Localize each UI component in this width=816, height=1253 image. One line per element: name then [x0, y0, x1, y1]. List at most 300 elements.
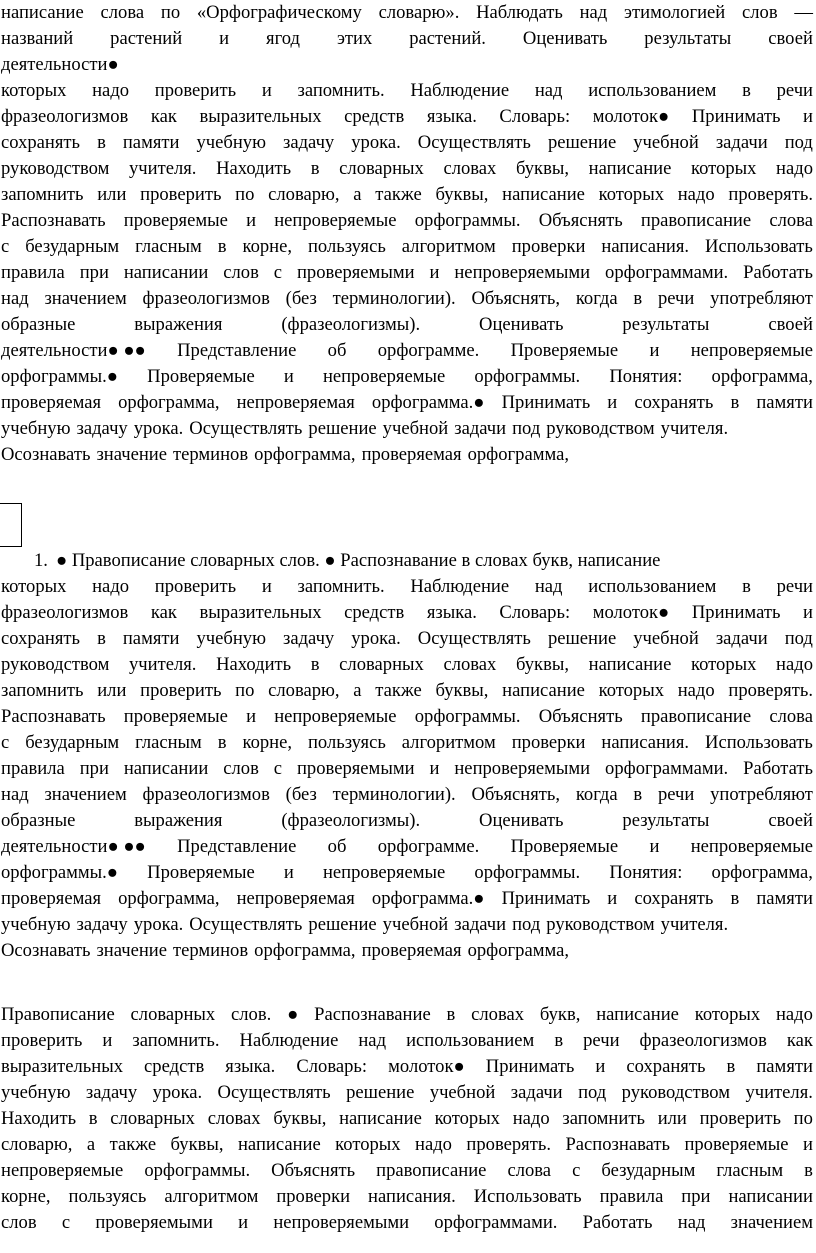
word: орфограммы. — [414, 706, 521, 727]
word: учебной — [633, 132, 699, 153]
word: надо — [512, 1108, 550, 1129]
word: написание — [1, 2, 84, 23]
word: орфограмма, — [254, 444, 356, 465]
word: и — [261, 80, 272, 101]
word: гласным — [135, 732, 202, 753]
word: буквы, — [435, 680, 489, 701]
text-line — [1, 678, 813, 704]
word: проверки — [511, 732, 586, 753]
word: когда — [575, 288, 618, 309]
text-line — [1, 704, 813, 730]
word: написании — [728, 1186, 813, 1207]
word: — — [794, 2, 813, 23]
word: написание — [502, 680, 585, 701]
word: фразеологизмов — [142, 784, 270, 805]
word: Словарь: — [499, 602, 571, 623]
word: растений. — [409, 28, 486, 49]
word: надо — [92, 80, 130, 101]
word: Распознавать — [565, 1134, 670, 1155]
word: и — [238, 1212, 249, 1233]
word: непроверяемые — [690, 340, 813, 361]
word: непроверяемые — [1, 1160, 124, 1181]
word: Находить — [216, 158, 292, 179]
word: памяти — [756, 392, 813, 413]
list-item-1 — [1, 548, 813, 574]
word: Понятия: — [609, 862, 683, 883]
text-line — [1, 912, 813, 938]
word: этимологией — [624, 2, 726, 23]
word: образные — [1, 810, 76, 831]
word: словарных — [130, 1004, 216, 1025]
word: задачи — [715, 132, 768, 153]
word: гласным — [716, 1160, 784, 1181]
text-line — [1, 756, 813, 782]
word: как — [786, 1030, 813, 1051]
word: орфограмма.● — [371, 392, 485, 413]
word: которых — [598, 184, 665, 205]
word: сохранять — [634, 392, 714, 413]
word: корне, — [242, 732, 293, 753]
word: Оценивать — [479, 314, 564, 335]
numbered-list — [1, 548, 813, 574]
word: учебную — [1, 1082, 71, 1103]
word: учителя. — [128, 654, 197, 675]
word: словарю, — [268, 184, 340, 205]
word: Использовать — [473, 1186, 582, 1207]
word: безударным — [25, 732, 120, 753]
word: своей — [768, 28, 813, 49]
paragraph-3 — [1, 1002, 813, 1236]
word: написании — [123, 262, 209, 283]
word: надо — [776, 158, 813, 179]
word: под — [578, 1082, 607, 1103]
word: Оценивать — [522, 28, 608, 49]
word: руководством — [1, 158, 110, 179]
word: растений — [110, 28, 183, 49]
word: речи — [657, 784, 695, 805]
text-line — [1, 652, 813, 678]
word: также — [109, 1134, 157, 1155]
paragraph-2 — [1, 574, 813, 964]
word: под — [784, 628, 813, 649]
word: и — [102, 1030, 113, 1051]
text-line — [1, 1002, 813, 1028]
word: Использовать — [705, 236, 813, 257]
word: учебной — [382, 418, 449, 439]
word: учебную — [196, 628, 266, 649]
word: словах — [471, 1004, 525, 1025]
word: проверить — [699, 1108, 781, 1129]
word: памяти — [122, 132, 180, 153]
word: в — [310, 654, 320, 675]
text-line — [1, 182, 813, 208]
word: написании — [123, 758, 209, 779]
text-line — [1, 808, 813, 834]
word: словарю, — [268, 680, 340, 701]
word: руководством — [621, 1082, 731, 1103]
word: Работать — [743, 262, 813, 283]
word: сохранять — [1, 132, 81, 153]
word: в — [633, 784, 643, 805]
word: написание — [596, 1004, 679, 1025]
word: орфограмма, — [711, 862, 813, 883]
word: написание — [237, 1134, 321, 1155]
word: непроверяемая — [236, 392, 355, 413]
word: значение — [96, 444, 167, 465]
word: Объяснять — [271, 1160, 356, 1181]
word: над — [677, 1212, 706, 1233]
word: орфограмма, — [254, 940, 356, 961]
word: орфограммы. — [474, 862, 581, 883]
word: Находить — [216, 654, 292, 675]
word: запомнить. — [297, 576, 385, 597]
word: как — [150, 602, 177, 623]
word: учителя. — [745, 1082, 813, 1103]
word: учебную — [196, 132, 266, 153]
word: орфограмма, — [118, 888, 220, 909]
word: проверяемая — [361, 940, 462, 961]
word: орфограмме. — [377, 340, 480, 361]
word: которых — [434, 1108, 500, 1129]
word: словарных — [110, 1108, 195, 1129]
word: буквы, — [170, 1134, 224, 1155]
word: запомнить — [1, 680, 84, 701]
word: (без — [285, 784, 317, 805]
text-line — [1, 312, 813, 338]
word: надо — [92, 576, 130, 597]
word: значением — [730, 1212, 813, 1233]
word: проверять. — [728, 184, 813, 205]
word: урока. — [133, 418, 184, 439]
text-line — [1, 1210, 813, 1236]
word: слова — [769, 706, 813, 727]
word: молоток● — [592, 602, 670, 623]
word: решение — [346, 1082, 415, 1103]
word: использованием — [406, 1030, 535, 1051]
word: задачи — [510, 1082, 563, 1103]
word: средств — [344, 602, 405, 623]
word: учебной — [429, 1082, 496, 1103]
word: Осуществлять — [189, 418, 303, 439]
word: и — [246, 210, 257, 231]
word: решение — [308, 418, 377, 439]
word: речи — [776, 576, 813, 597]
word: надо — [775, 1004, 813, 1025]
word: орфограммами. — [605, 262, 729, 283]
word: надо — [677, 184, 715, 205]
word: словарных — [339, 654, 424, 675]
word: выражения — [134, 810, 223, 831]
word: в — [310, 158, 320, 179]
text-line — [1, 52, 813, 78]
word: решение — [308, 914, 377, 935]
word: слов — [223, 758, 259, 779]
text-line — [1, 338, 813, 364]
word: пользуясь — [307, 732, 386, 753]
word: сохранять — [634, 888, 714, 909]
word: в — [633, 288, 643, 309]
word: слов — [742, 2, 778, 23]
word: орфограмма, — [118, 392, 220, 413]
word: решение — [547, 132, 617, 153]
word: и — [429, 758, 440, 779]
word: надо — [677, 680, 715, 701]
word: памяти — [756, 888, 813, 909]
text-line — [1, 286, 813, 312]
word: с — [1, 732, 10, 753]
word: сохранять — [1, 628, 81, 649]
word: словах — [207, 1108, 261, 1129]
word: когда — [575, 784, 618, 805]
word: правила — [1, 262, 65, 283]
word: с — [61, 1212, 71, 1233]
text-line — [1, 730, 813, 756]
word: Осознавать — [1, 940, 91, 961]
word: Объяснять, — [471, 288, 561, 309]
word: языка. — [426, 106, 477, 127]
word: в — [730, 888, 740, 909]
word: выразительных — [1, 1056, 123, 1077]
word: запомнить — [1, 184, 84, 205]
text-line — [1, 260, 813, 286]
word: Распознавать — [1, 706, 106, 727]
word: или — [97, 680, 127, 701]
word: алгоритмом — [401, 236, 496, 257]
word: также — [375, 680, 422, 701]
word: также — [375, 184, 422, 205]
word: учителя. — [660, 418, 729, 439]
word: выражения — [134, 314, 223, 335]
word: правописание — [640, 210, 752, 231]
word: и — [607, 392, 618, 413]
word: непроверяемые — [322, 366, 446, 387]
word: терминов — [173, 444, 249, 465]
word: проверять. — [728, 680, 813, 701]
word: Наблюдение — [410, 80, 510, 101]
word: орфограммами. — [605, 758, 729, 779]
word: букв, — [539, 1004, 581, 1025]
word: пользуясь — [307, 236, 386, 257]
word: которых — [691, 654, 757, 675]
word: гласным — [135, 236, 202, 257]
word: непроверяемые — [274, 210, 397, 231]
word: и — [219, 28, 230, 49]
word: этих — [336, 28, 373, 49]
text-line — [1, 626, 813, 652]
text-line — [1, 1054, 813, 1080]
word: речи — [776, 80, 813, 101]
word: слова — [100, 2, 145, 23]
word: в — [97, 132, 106, 153]
word: правописание — [376, 1160, 487, 1181]
word: «Орфографическому — [196, 2, 362, 23]
text-line — [1, 130, 813, 156]
word: сохранять — [626, 1056, 706, 1077]
word: проверки — [276, 1186, 351, 1207]
word: молоток● — [592, 106, 670, 127]
word: и — [803, 602, 813, 623]
word: пользуясь — [68, 1186, 147, 1207]
word: непроверяемые — [690, 836, 813, 857]
word: проверки — [511, 236, 586, 257]
word: над — [1, 784, 29, 805]
word: проверяемыми — [95, 1212, 213, 1233]
word: написания. — [601, 732, 690, 753]
word: в — [742, 80, 751, 101]
word: и — [246, 706, 257, 727]
word: и — [429, 262, 440, 283]
word: алгоритмом — [164, 1186, 259, 1207]
word: над — [1, 288, 29, 309]
word: в — [730, 392, 740, 413]
word: непроверяемыми — [454, 262, 591, 283]
word: задачи — [454, 914, 507, 935]
word: словарных — [339, 158, 424, 179]
text-line — [1, 574, 813, 600]
word: и — [803, 106, 813, 127]
word: речи — [657, 288, 695, 309]
word: Осуществлять — [417, 628, 531, 649]
word: Словарь: — [499, 106, 571, 127]
word: при — [681, 1186, 711, 1207]
word: и — [649, 836, 660, 857]
word: с — [572, 1160, 581, 1181]
word: слова — [507, 1160, 552, 1181]
word: в — [804, 1160, 813, 1181]
word: надо — [415, 1134, 452, 1155]
word: Объяснять — [538, 210, 623, 231]
word: Оценивать — [479, 810, 564, 831]
word: по — [235, 680, 255, 701]
text-line — [1, 1184, 813, 1210]
word: буквы, — [273, 1108, 327, 1129]
word: безударным — [601, 1160, 696, 1181]
word: об — [327, 836, 347, 857]
word: выразительных — [199, 602, 322, 623]
word: задачу — [283, 132, 335, 153]
word: проверяемыми — [296, 758, 415, 779]
word: задачи — [715, 628, 768, 649]
word: ягод — [266, 28, 300, 49]
word: словах — [443, 654, 497, 675]
word: в — [446, 1004, 456, 1025]
word: (фразеологизмы). — [281, 314, 421, 335]
word: задачу — [76, 418, 128, 439]
word: которых — [691, 158, 757, 179]
word: под — [512, 418, 541, 439]
word: результаты — [622, 810, 710, 831]
word: непроверяемые — [322, 862, 446, 883]
word: Принимать — [501, 888, 591, 909]
word: проверяемая — [1, 888, 102, 909]
word: орфограмма.● — [371, 888, 485, 909]
text-line — [1, 1158, 813, 1184]
text-line — [1, 26, 813, 52]
word: словарю». — [378, 2, 460, 23]
word: над — [579, 2, 608, 23]
word: средств — [344, 106, 405, 127]
text-line — [1, 886, 813, 912]
word: и — [607, 888, 618, 909]
word: написания. — [601, 236, 690, 257]
word: запомнить. — [297, 80, 385, 101]
text-line — [1, 78, 813, 104]
word: результаты — [644, 28, 732, 49]
text-line — [1, 860, 813, 886]
word: над — [534, 576, 563, 597]
word: написание — [502, 184, 585, 205]
word: употребляют — [710, 288, 813, 309]
word: словах — [443, 158, 497, 179]
word: по — [160, 2, 181, 23]
word: Словарь: — [296, 1056, 368, 1077]
word: языка. — [426, 602, 477, 623]
word: образные — [1, 314, 76, 335]
text-line — [1, 1106, 813, 1132]
text-line — [1, 0, 813, 26]
word: урока. — [152, 1082, 203, 1103]
word: алгоритмом — [401, 732, 496, 753]
list-item-text: ● Правописание словарных слов. ● Распознавание в словах букв, написание — [55, 550, 661, 571]
word: средств — [144, 1056, 205, 1077]
word: Принимать — [691, 106, 781, 127]
word: которых — [1, 80, 67, 101]
word: в — [88, 1108, 98, 1129]
word: орфограмма, — [467, 444, 569, 465]
word: учителя. — [128, 158, 197, 179]
word: Использовать — [705, 732, 813, 753]
word: Принимать — [485, 1056, 575, 1077]
word: в — [217, 236, 227, 257]
word: ● — [287, 1004, 299, 1025]
text-line — [1, 234, 813, 260]
word: использованием — [588, 80, 717, 101]
word: проверить — [154, 576, 237, 597]
word: а — [353, 680, 362, 701]
word: Распознавание — [314, 1004, 431, 1025]
word: орфограммы. — [144, 1160, 251, 1181]
word: учителя. — [660, 914, 729, 935]
word: орфограммы. — [474, 366, 581, 387]
word: Распознавать — [1, 210, 106, 231]
text-line — [1, 390, 813, 416]
text-line — [1, 1028, 813, 1054]
word: при — [79, 262, 109, 283]
word: слов — [1, 1212, 37, 1233]
text-line — [1, 156, 813, 182]
word: названий — [1, 28, 74, 49]
word: в — [742, 576, 751, 597]
word: своей — [768, 314, 813, 335]
word: Осуществлять — [417, 132, 531, 153]
word: фразеологизмов — [1, 106, 129, 127]
word: которых — [335, 1134, 401, 1155]
word: речи — [583, 1030, 620, 1051]
word: правописание — [640, 706, 752, 727]
word: Принимать — [501, 392, 591, 413]
word: а — [353, 184, 362, 205]
word: в — [726, 1056, 736, 1077]
word: буквы, — [515, 654, 569, 675]
word: своей — [768, 810, 813, 831]
word: Принимать — [691, 602, 781, 623]
word: над — [358, 1030, 387, 1051]
word: и — [802, 1134, 813, 1155]
word: и — [649, 340, 660, 361]
word: (без — [285, 288, 317, 309]
word: с — [1, 236, 10, 257]
word: Проверяемые — [147, 862, 255, 883]
